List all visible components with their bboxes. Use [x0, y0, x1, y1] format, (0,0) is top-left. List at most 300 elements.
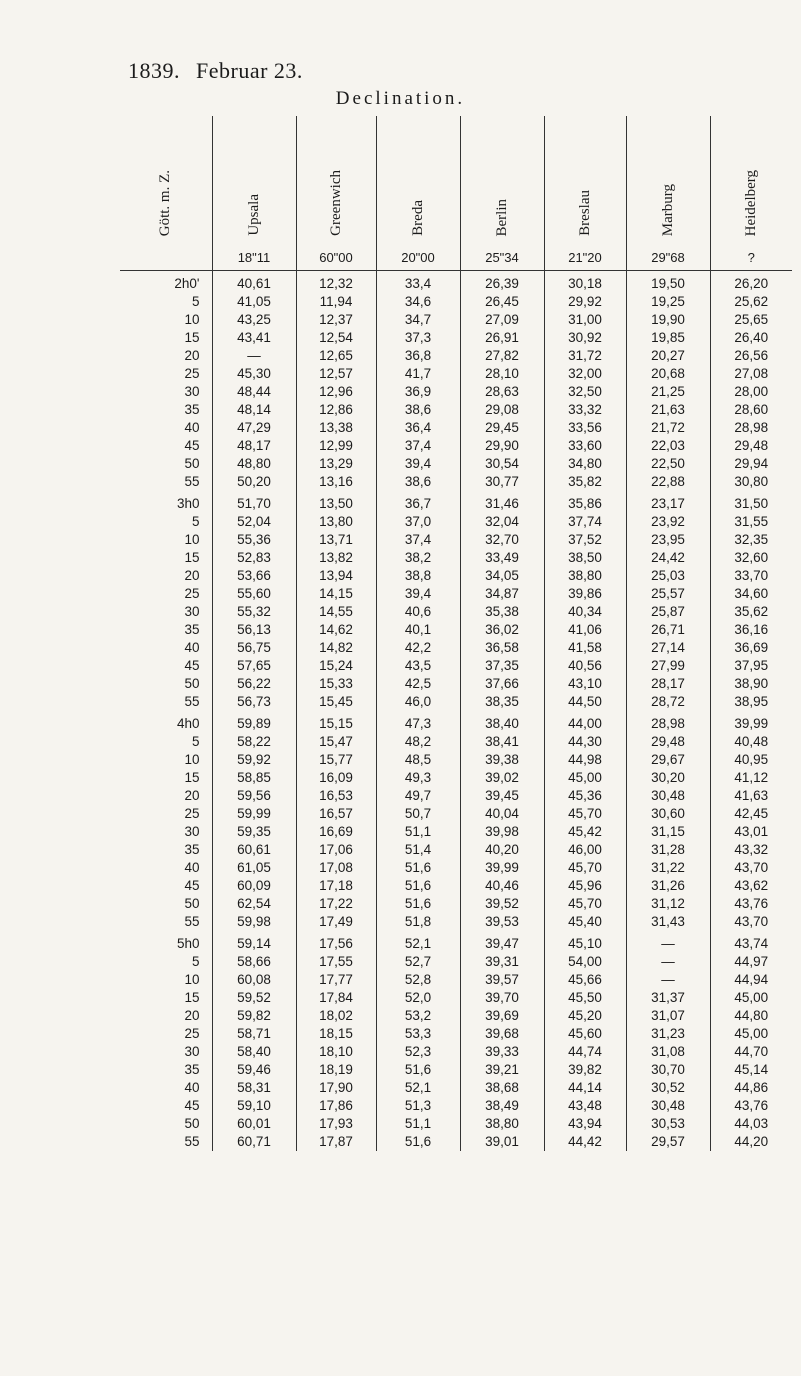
column-header: [710, 116, 792, 271]
table-row: [120, 769, 792, 787]
value-cell: 26,40: [710, 329, 792, 347]
value-cell: 20,68: [626, 365, 710, 383]
page-header: [128, 58, 313, 84]
value-cell: 59,52: [212, 989, 296, 1007]
value-cell: 48,44: [212, 383, 296, 401]
value-cell: 45,14: [710, 1061, 792, 1079]
value-cell: 40,34: [544, 603, 626, 621]
value-cell: 37,35: [460, 657, 544, 675]
value-cell: 15,33: [296, 675, 376, 693]
station-offset: ?: [747, 250, 755, 265]
table-row: [120, 365, 792, 383]
value-cell: 30,60: [626, 805, 710, 823]
table-row: [120, 1061, 792, 1079]
value-cell: 34,80: [544, 455, 626, 473]
table-row: [120, 657, 792, 675]
table-row: [120, 455, 792, 473]
value-cell: 17,55: [296, 953, 376, 971]
value-cell: 28,17: [626, 675, 710, 693]
value-cell: 39,52: [460, 895, 544, 913]
value-cell: 45,50: [544, 989, 626, 1007]
value-cell: 36,9: [376, 383, 460, 401]
value-cell: 38,8: [376, 567, 460, 585]
table-row: [120, 1115, 792, 1133]
value-cell: 14,62: [296, 621, 376, 639]
column-header-inner: [711, 120, 793, 266]
value-cell: 22,50: [626, 455, 710, 473]
table-row: [120, 989, 792, 1007]
column-header-inner: [120, 120, 212, 266]
value-cell: 56,75: [212, 639, 296, 657]
value-cell: 28,60: [710, 401, 792, 419]
value-cell: 43,76: [710, 1097, 792, 1115]
value-cell: 55,60: [212, 585, 296, 603]
value-cell: 30,18: [544, 271, 626, 294]
time-cell: 15: [120, 989, 212, 1007]
value-cell: 43,76: [710, 895, 792, 913]
value-cell: 29,48: [626, 733, 710, 751]
value-cell: 20,27: [626, 347, 710, 365]
value-cell: 40,04: [460, 805, 544, 823]
value-cell: 43,25: [212, 311, 296, 329]
column-header-inner: [297, 120, 376, 266]
value-cell: 38,90: [710, 675, 792, 693]
value-cell: 59,10: [212, 1097, 296, 1115]
value-cell: 29,45: [460, 419, 544, 437]
time-cell: 3h0: [120, 491, 212, 513]
value-cell: 13,29: [296, 455, 376, 473]
value-cell: 41,58: [544, 639, 626, 657]
value-cell: 36,7: [376, 491, 460, 513]
value-cell: 38,50: [544, 549, 626, 567]
value-cell: 48,80: [212, 455, 296, 473]
value-cell: 47,29: [212, 419, 296, 437]
value-cell: 39,47: [460, 931, 544, 953]
value-cell: 43,32: [710, 841, 792, 859]
value-cell: 16,53: [296, 787, 376, 805]
value-cell: 31,50: [710, 491, 792, 513]
time-cell: 25: [120, 365, 212, 383]
value-cell: 38,80: [544, 567, 626, 585]
value-cell: 14,55: [296, 603, 376, 621]
value-cell: 23,92: [626, 513, 710, 531]
table-row: [120, 787, 792, 805]
value-cell: 45,42: [544, 823, 626, 841]
time-cell: 50: [120, 455, 212, 473]
value-cell: 46,0: [376, 693, 460, 711]
value-cell: 58,85: [212, 769, 296, 787]
value-cell: 51,8: [376, 913, 460, 931]
value-cell: 45,70: [544, 805, 626, 823]
value-cell: 52,3: [376, 1043, 460, 1061]
time-cell: 30: [120, 383, 212, 401]
table-row: [120, 293, 792, 311]
value-cell: 17,93: [296, 1115, 376, 1133]
table-row: [120, 1043, 792, 1061]
value-cell: 48,17: [212, 437, 296, 455]
value-cell: 15,45: [296, 693, 376, 711]
value-cell: 13,82: [296, 549, 376, 567]
table-row: [120, 585, 792, 603]
value-cell: 32,70: [460, 531, 544, 549]
value-cell: 36,69: [710, 639, 792, 657]
value-cell: 19,25: [626, 293, 710, 311]
value-cell: 61,05: [212, 859, 296, 877]
value-cell: 39,31: [460, 953, 544, 971]
value-cell: 41,63: [710, 787, 792, 805]
value-cell: 15,15: [296, 711, 376, 733]
value-cell: 35,62: [710, 603, 792, 621]
value-cell: 17,77: [296, 971, 376, 989]
value-cell: 17,86: [296, 1097, 376, 1115]
time-cell: 55: [120, 913, 212, 931]
value-cell: 23,95: [626, 531, 710, 549]
value-cell: 58,40: [212, 1043, 296, 1061]
table-row: [120, 675, 792, 693]
value-cell: 11,94: [296, 293, 376, 311]
value-cell: 34,60: [710, 585, 792, 603]
value-cell: 58,71: [212, 1025, 296, 1043]
value-cell: 18,19: [296, 1061, 376, 1079]
value-cell: 53,66: [212, 567, 296, 585]
value-cell: 55,32: [212, 603, 296, 621]
value-cell: 60,71: [212, 1133, 296, 1151]
value-cell: 31,37: [626, 989, 710, 1007]
value-cell: 46,00: [544, 841, 626, 859]
value-cell: 25,57: [626, 585, 710, 603]
value-cell: 32,35: [710, 531, 792, 549]
table-row: [120, 877, 792, 895]
table-row: [120, 419, 792, 437]
time-cell: 35: [120, 841, 212, 859]
value-cell: 54,00: [544, 953, 626, 971]
value-cell: 26,39: [460, 271, 544, 294]
table-row: [120, 1025, 792, 1043]
value-cell: 35,82: [544, 473, 626, 491]
time-cell: 10: [120, 971, 212, 989]
value-cell: 33,60: [544, 437, 626, 455]
value-cell: 58,66: [212, 953, 296, 971]
value-cell: 52,04: [212, 513, 296, 531]
value-cell: 28,10: [460, 365, 544, 383]
value-cell: 34,87: [460, 585, 544, 603]
value-cell: 39,99: [710, 711, 792, 733]
table-row: [120, 531, 792, 549]
value-cell: 43,94: [544, 1115, 626, 1133]
time-cell: 25: [120, 1025, 212, 1043]
time-cell: 5: [120, 513, 212, 531]
value-cell: 56,22: [212, 675, 296, 693]
value-cell: 51,6: [376, 1061, 460, 1079]
value-cell: 17,22: [296, 895, 376, 913]
value-cell: 17,87: [296, 1133, 376, 1151]
value-cell: 28,72: [626, 693, 710, 711]
value-cell: 38,68: [460, 1079, 544, 1097]
value-cell: 60,08: [212, 971, 296, 989]
value-cell: 38,2: [376, 549, 460, 567]
value-cell: 14,82: [296, 639, 376, 657]
value-cell: 49,7: [376, 787, 460, 805]
value-cell: 17,84: [296, 989, 376, 1007]
value-cell: 40,56: [544, 657, 626, 675]
time-cell: 20: [120, 347, 212, 365]
table-row: [120, 895, 792, 913]
value-cell: 43,5: [376, 657, 460, 675]
value-cell: 45,30: [212, 365, 296, 383]
value-cell: 38,6: [376, 473, 460, 491]
column-header-inner: [627, 120, 710, 266]
value-cell: 45,96: [544, 877, 626, 895]
value-cell: 48,2: [376, 733, 460, 751]
value-cell: 13,80: [296, 513, 376, 531]
value-cell: 52,83: [212, 549, 296, 567]
value-cell: 25,65: [710, 311, 792, 329]
table-row: [120, 549, 792, 567]
value-cell: 25,62: [710, 293, 792, 311]
value-cell: 37,0: [376, 513, 460, 531]
station-offset: 25"34: [485, 250, 519, 265]
value-cell: 38,6: [376, 401, 460, 419]
value-cell: 44,94: [710, 971, 792, 989]
value-cell: 17,56: [296, 931, 376, 953]
value-cell: 28,00: [710, 383, 792, 401]
value-cell: 50,7: [376, 805, 460, 823]
page-year: 1839.: [128, 58, 180, 83]
value-cell: 44,30: [544, 733, 626, 751]
value-cell: 43,70: [710, 913, 792, 931]
value-cell: 12,37: [296, 311, 376, 329]
value-cell: 42,45: [710, 805, 792, 823]
time-cell: 45: [120, 877, 212, 895]
table-row: [120, 329, 792, 347]
table-row: [120, 1079, 792, 1097]
value-cell: 29,57: [626, 1133, 710, 1151]
value-cell: 36,02: [460, 621, 544, 639]
value-cell: 51,1: [376, 823, 460, 841]
value-cell: 14,15: [296, 585, 376, 603]
value-cell: 22,88: [626, 473, 710, 491]
value-cell: 52,1: [376, 931, 460, 953]
table-row: [120, 823, 792, 841]
value-cell: 44,97: [710, 953, 792, 971]
value-cell: 48,5: [376, 751, 460, 769]
value-cell: 27,09: [460, 311, 544, 329]
value-cell: 57,65: [212, 657, 296, 675]
value-cell: 45,20: [544, 1007, 626, 1025]
value-cell: 52,7: [376, 953, 460, 971]
value-cell: 38,49: [460, 1097, 544, 1115]
value-cell: 39,98: [460, 823, 544, 841]
time-cell: 40: [120, 1079, 212, 1097]
value-cell: 13,94: [296, 567, 376, 585]
value-cell: 25,87: [626, 603, 710, 621]
value-cell: 47,3: [376, 711, 460, 733]
time-cell: 35: [120, 401, 212, 419]
value-cell: 45,60: [544, 1025, 626, 1043]
value-cell: 16,57: [296, 805, 376, 823]
value-cell: 60,09: [212, 877, 296, 895]
value-cell: 51,6: [376, 1133, 460, 1151]
value-cell: 38,95: [710, 693, 792, 711]
time-cell: 15: [120, 329, 212, 347]
table-row: [120, 841, 792, 859]
time-cell: 15: [120, 549, 212, 567]
value-cell: 43,41: [212, 329, 296, 347]
value-cell: 41,06: [544, 621, 626, 639]
station-name: Berlin: [493, 198, 510, 236]
value-cell: 30,54: [460, 455, 544, 473]
time-cell: 5: [120, 293, 212, 311]
value-cell: 37,4: [376, 531, 460, 549]
value-cell: 35,86: [544, 491, 626, 513]
table-row: [120, 953, 792, 971]
header-row: [120, 116, 792, 271]
value-cell: 31,26: [626, 877, 710, 895]
station-name: Greenwich: [327, 170, 344, 236]
value-cell: 56,13: [212, 621, 296, 639]
value-cell: 13,50: [296, 491, 376, 513]
table-row: [120, 473, 792, 491]
value-cell: 31,23: [626, 1025, 710, 1043]
value-cell: 40,61: [212, 271, 296, 294]
time-cell: 30: [120, 1043, 212, 1061]
value-cell: 42,5: [376, 675, 460, 693]
value-cell: 48,14: [212, 401, 296, 419]
station-name: Gött. m. Z.: [157, 169, 174, 236]
time-cell: 5: [120, 733, 212, 751]
value-cell: 32,60: [710, 549, 792, 567]
value-cell: 51,6: [376, 877, 460, 895]
table-body: [120, 271, 792, 1152]
value-cell: 31,28: [626, 841, 710, 859]
column-header-inner: [213, 120, 296, 266]
value-cell: 40,20: [460, 841, 544, 859]
table-row: [120, 805, 792, 823]
value-cell: 41,05: [212, 293, 296, 311]
value-cell: 52,1: [376, 1079, 460, 1097]
time-cell: 50: [120, 1115, 212, 1133]
value-cell: 26,45: [460, 293, 544, 311]
value-cell: 59,35: [212, 823, 296, 841]
value-cell: 16,69: [296, 823, 376, 841]
value-cell: 30,53: [626, 1115, 710, 1133]
time-cell: 20: [120, 1007, 212, 1025]
value-cell: 56,73: [212, 693, 296, 711]
value-cell: 31,55: [710, 513, 792, 531]
value-cell: 44,14: [544, 1079, 626, 1097]
value-cell: 40,95: [710, 751, 792, 769]
value-cell: 40,46: [460, 877, 544, 895]
value-cell: 12,96: [296, 383, 376, 401]
value-cell: 59,46: [212, 1061, 296, 1079]
value-cell: 19,90: [626, 311, 710, 329]
table-row: [120, 401, 792, 419]
value-cell: 58,22: [212, 733, 296, 751]
table-row: [120, 437, 792, 455]
value-cell: 39,4: [376, 455, 460, 473]
value-cell: 42,2: [376, 639, 460, 657]
value-cell: 32,50: [544, 383, 626, 401]
value-cell: 52,8: [376, 971, 460, 989]
value-cell: 39,69: [460, 1007, 544, 1025]
value-cell: 41,12: [710, 769, 792, 787]
station-offset: 29"68: [651, 250, 685, 265]
value-cell: 12,99: [296, 437, 376, 455]
value-cell: 35,38: [460, 603, 544, 621]
value-cell: 21,72: [626, 419, 710, 437]
value-cell: 15,47: [296, 733, 376, 751]
value-cell: 59,98: [212, 913, 296, 931]
value-cell: 32,04: [460, 513, 544, 531]
value-cell: 40,1: [376, 621, 460, 639]
value-cell: 51,3: [376, 1097, 460, 1115]
column-header: [120, 116, 212, 271]
value-cell: 33,49: [460, 549, 544, 567]
value-cell: —: [626, 953, 710, 971]
value-cell: 40,6: [376, 603, 460, 621]
station-name: Marburg: [659, 183, 676, 236]
value-cell: 51,6: [376, 859, 460, 877]
table-row: [120, 913, 792, 931]
value-cell: 12,32: [296, 271, 376, 294]
value-cell: 51,70: [212, 491, 296, 513]
value-cell: 45,00: [710, 1025, 792, 1043]
table-row: [120, 311, 792, 329]
value-cell: 39,45: [460, 787, 544, 805]
column-header: [460, 116, 544, 271]
value-cell: 17,49: [296, 913, 376, 931]
time-cell: 55: [120, 1133, 212, 1151]
table-row: [120, 383, 792, 401]
time-cell: 20: [120, 567, 212, 585]
declination-table: [120, 116, 792, 1151]
value-cell: 44,00: [544, 711, 626, 733]
value-cell: 22,03: [626, 437, 710, 455]
value-cell: 12,54: [296, 329, 376, 347]
value-cell: 28,63: [460, 383, 544, 401]
value-cell: 13,71: [296, 531, 376, 549]
value-cell: 31,00: [544, 311, 626, 329]
time-cell: 30: [120, 603, 212, 621]
time-cell: 50: [120, 895, 212, 913]
value-cell: 32,00: [544, 365, 626, 383]
value-cell: 31,15: [626, 823, 710, 841]
value-cell: 17,90: [296, 1079, 376, 1097]
column-header-inner: [461, 120, 544, 266]
table-row: [120, 603, 792, 621]
time-cell: 35: [120, 621, 212, 639]
value-cell: 29,92: [544, 293, 626, 311]
value-cell: 39,33: [460, 1043, 544, 1061]
table-row: [120, 491, 792, 513]
declination-table-wrapper: [120, 116, 792, 1151]
time-cell: 2h0': [120, 271, 212, 294]
value-cell: 33,32: [544, 401, 626, 419]
value-cell: 26,20: [710, 271, 792, 294]
time-cell: 15: [120, 769, 212, 787]
value-cell: 44,42: [544, 1133, 626, 1151]
value-cell: 27,99: [626, 657, 710, 675]
value-cell: 26,91: [460, 329, 544, 347]
time-cell: 10: [120, 311, 212, 329]
value-cell: 19,85: [626, 329, 710, 347]
value-cell: 29,48: [710, 437, 792, 455]
value-cell: 36,58: [460, 639, 544, 657]
value-cell: 45,00: [710, 989, 792, 1007]
table-row: [120, 733, 792, 751]
value-cell: 59,56: [212, 787, 296, 805]
time-cell: 45: [120, 657, 212, 675]
